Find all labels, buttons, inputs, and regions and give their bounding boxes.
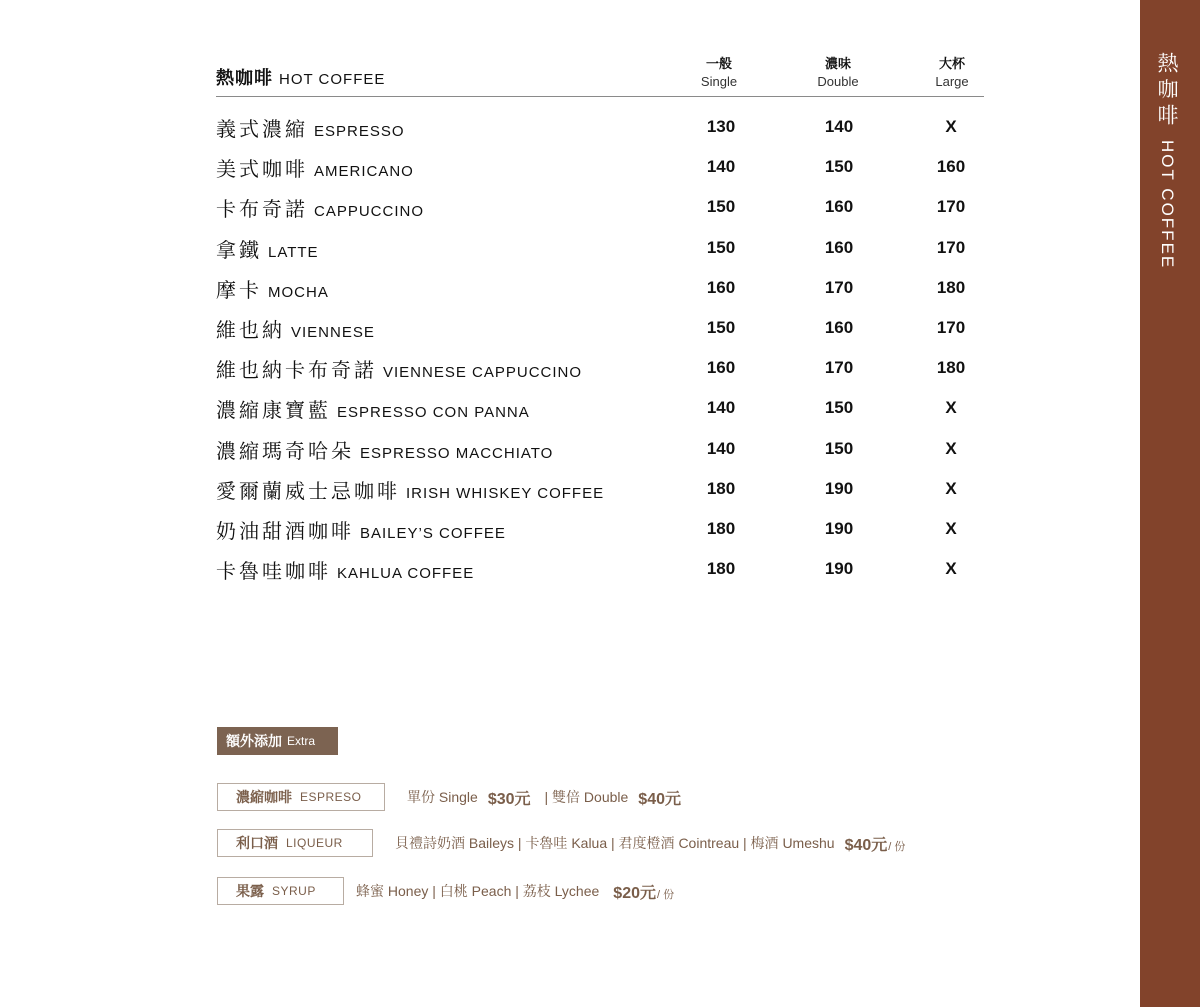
menu-header (216, 50, 984, 97)
menu-row-cappuccino (216, 187, 986, 227)
item-name (216, 475, 604, 504)
price-double: 160 (824, 237, 854, 257)
item-name-zh: 愛爾蘭威士忌咖啡 (216, 478, 400, 503)
extra-label-en: LIQUEUR (286, 836, 343, 850)
item-name (216, 274, 329, 303)
item-name-en: LATTE (268, 243, 319, 261)
extra-badge (217, 727, 338, 755)
extra-options: 單份 Single (407, 789, 478, 805)
item-name-en: VIENNESE (291, 323, 375, 341)
price-single: 160 (706, 277, 736, 297)
price-double: 190 (824, 478, 854, 498)
menu-row-espresso-con-panna (216, 388, 986, 428)
price-large: 170 (936, 317, 966, 337)
price-double: 190 (824, 559, 854, 579)
price-large: 180 (936, 358, 966, 378)
column-header-zh: 濃味 (824, 56, 851, 71)
item-name (216, 193, 424, 222)
item-name-en: IRISH WHISKEY COFFEE (406, 484, 605, 502)
extra-row-liqueur (217, 829, 905, 857)
price-double: 170 (824, 277, 854, 297)
price-large: X (945, 518, 957, 538)
extra-price: $30元 (487, 790, 531, 808)
item-name (216, 314, 375, 343)
extra-price (845, 832, 906, 855)
extra-label-zh: 利口酒 (236, 835, 278, 851)
menu-row-irish-whiskey-coffee (216, 469, 986, 509)
price-single: 140 (706, 398, 736, 418)
price-double: 190 (824, 518, 854, 538)
item-name-zh: 濃縮瑪奇哈朵 (216, 438, 354, 463)
menu-row-espresso-macchiato (216, 429, 986, 469)
price-single: 180 (706, 478, 736, 498)
price-large: X (945, 398, 957, 418)
price-single: 180 (706, 518, 736, 538)
item-name-en: MOCHA (268, 283, 329, 301)
price-single: 140 (706, 438, 736, 458)
price-large: 170 (936, 197, 966, 217)
menu-row-viennese (216, 308, 986, 348)
price-double: 160 (824, 317, 854, 337)
column-header-zh: 大杯 (938, 56, 965, 71)
column-header-zh: 一般 (705, 56, 732, 71)
column-header-en: Single (700, 74, 738, 89)
price-single: 160 (706, 358, 736, 378)
item-name-en: KAHLUA COFFEE (337, 565, 475, 583)
price-single: 130 (706, 117, 736, 136)
column-header-en: Large (935, 74, 969, 89)
menu-row-baileys-coffee (216, 509, 986, 549)
item-name-zh: 美式咖啡 (216, 157, 308, 182)
price-large: 170 (936, 237, 966, 257)
column-header-single (674, 53, 764, 89)
item-name-en: CAPPUCCINO (314, 203, 425, 221)
item-name-zh: 維也納 (216, 317, 285, 342)
item-name-zh: 卡魯哇咖啡 (216, 559, 331, 584)
item-name-zh: 維也納卡布奇諾 (216, 358, 377, 383)
item-name (216, 555, 474, 584)
item-name (216, 394, 530, 423)
item-name (216, 113, 405, 142)
item-name (216, 234, 319, 263)
price-double: 150 (824, 438, 854, 458)
extra-price-double: $40元 (638, 790, 681, 808)
menu-row-mocha (216, 268, 986, 308)
price-double: 140 (824, 117, 854, 136)
item-name-zh: 卡布奇諾 (216, 197, 308, 222)
section-title-zh: 熱咖啡 (216, 68, 273, 89)
extra-badge-zh: 額外添加 (226, 733, 282, 749)
item-name (216, 515, 506, 544)
extra-label-en: SYRUP (272, 884, 316, 898)
extra-label (217, 829, 373, 857)
price-single: 150 (706, 237, 736, 257)
price-single: 140 (706, 157, 736, 177)
menu-row-viennese-cappuccino (216, 348, 986, 388)
column-header-large (907, 53, 997, 89)
side-title (1152, 52, 1182, 269)
item-name-en: ESPRESSO CON PANNA (337, 404, 530, 422)
section-title (216, 64, 385, 90)
item-name-en: ESPRESSO MACCHIATO (360, 444, 554, 462)
item-name-en: VIENNESE CAPPUCCINO (383, 364, 583, 382)
extra-price-value: $20元 (613, 884, 656, 902)
price-large: X (945, 478, 957, 498)
extra-label-zh: 濃縮咖啡 (236, 789, 292, 805)
menu-row-espresso (216, 107, 986, 147)
extra-options-double: | 雙倍 Double (544, 789, 629, 805)
item-name-en: BAILEY’S COFFEE (360, 524, 506, 542)
item-name-zh: 奶油甜酒咖啡 (216, 518, 354, 543)
section-title-en: HOT COFFEE (279, 71, 386, 88)
menu-row-latte (216, 228, 986, 268)
extra-price (613, 880, 674, 903)
menu-row-kahlua-coffee (216, 549, 986, 589)
extra-row-espresso (217, 783, 681, 811)
item-name (216, 435, 553, 464)
extra-label (217, 783, 385, 811)
extra-label-zh: 果露 (236, 883, 264, 899)
item-name-zh: 拿鐵 (216, 237, 262, 262)
price-double: 150 (824, 157, 854, 177)
price-single: 180 (706, 559, 736, 579)
price-large: 180 (936, 277, 966, 297)
column-header-en: Double (817, 74, 859, 89)
item-name-zh: 摩卡 (216, 277, 262, 302)
extra-price-value: $40元 (844, 836, 888, 854)
item-name-en: ESPRESSO (314, 123, 405, 140)
item-name-zh: 濃縮康寶藍 (216, 398, 331, 423)
price-single: 150 (706, 197, 736, 217)
item-name-zh: 義式濃縮 (216, 117, 308, 141)
extra-price-unit: / 份 (657, 888, 675, 901)
extra-label (217, 877, 344, 905)
price-large: X (945, 438, 957, 458)
extra-row-syrup (217, 877, 674, 905)
menu-list (216, 107, 986, 589)
item-name-en: AMERICANO (314, 163, 414, 181)
price-large: 160 (936, 157, 966, 177)
price-double: 150 (824, 398, 854, 418)
item-name (216, 354, 582, 383)
side-title-zh: 熱咖啡 (1155, 52, 1179, 130)
extra-price-unit: / 份 (888, 840, 906, 853)
price-double: 160 (824, 197, 854, 217)
extra-badge-en: Extra (287, 734, 316, 748)
item-name (216, 153, 414, 182)
price-double: 170 (824, 358, 854, 378)
price-large: X (945, 559, 957, 579)
price-large: X (945, 117, 957, 136)
extra-options: 蜂蜜 Honey | 白桃 Peach | 荔枝 Lychee (356, 883, 600, 899)
side-title-en: HOT COFFEE (1158, 140, 1177, 270)
menu-row-americano (216, 147, 986, 187)
price-single: 150 (706, 317, 736, 337)
extra-label-en: ESPRESO (300, 790, 362, 804)
column-header-double (793, 53, 883, 89)
extra-options: 貝禮詩奶酒 Baileys | 卡魯哇 Kalua | 君度橙酒 Cointreau | 梅酒 Umeshu (395, 835, 835, 851)
